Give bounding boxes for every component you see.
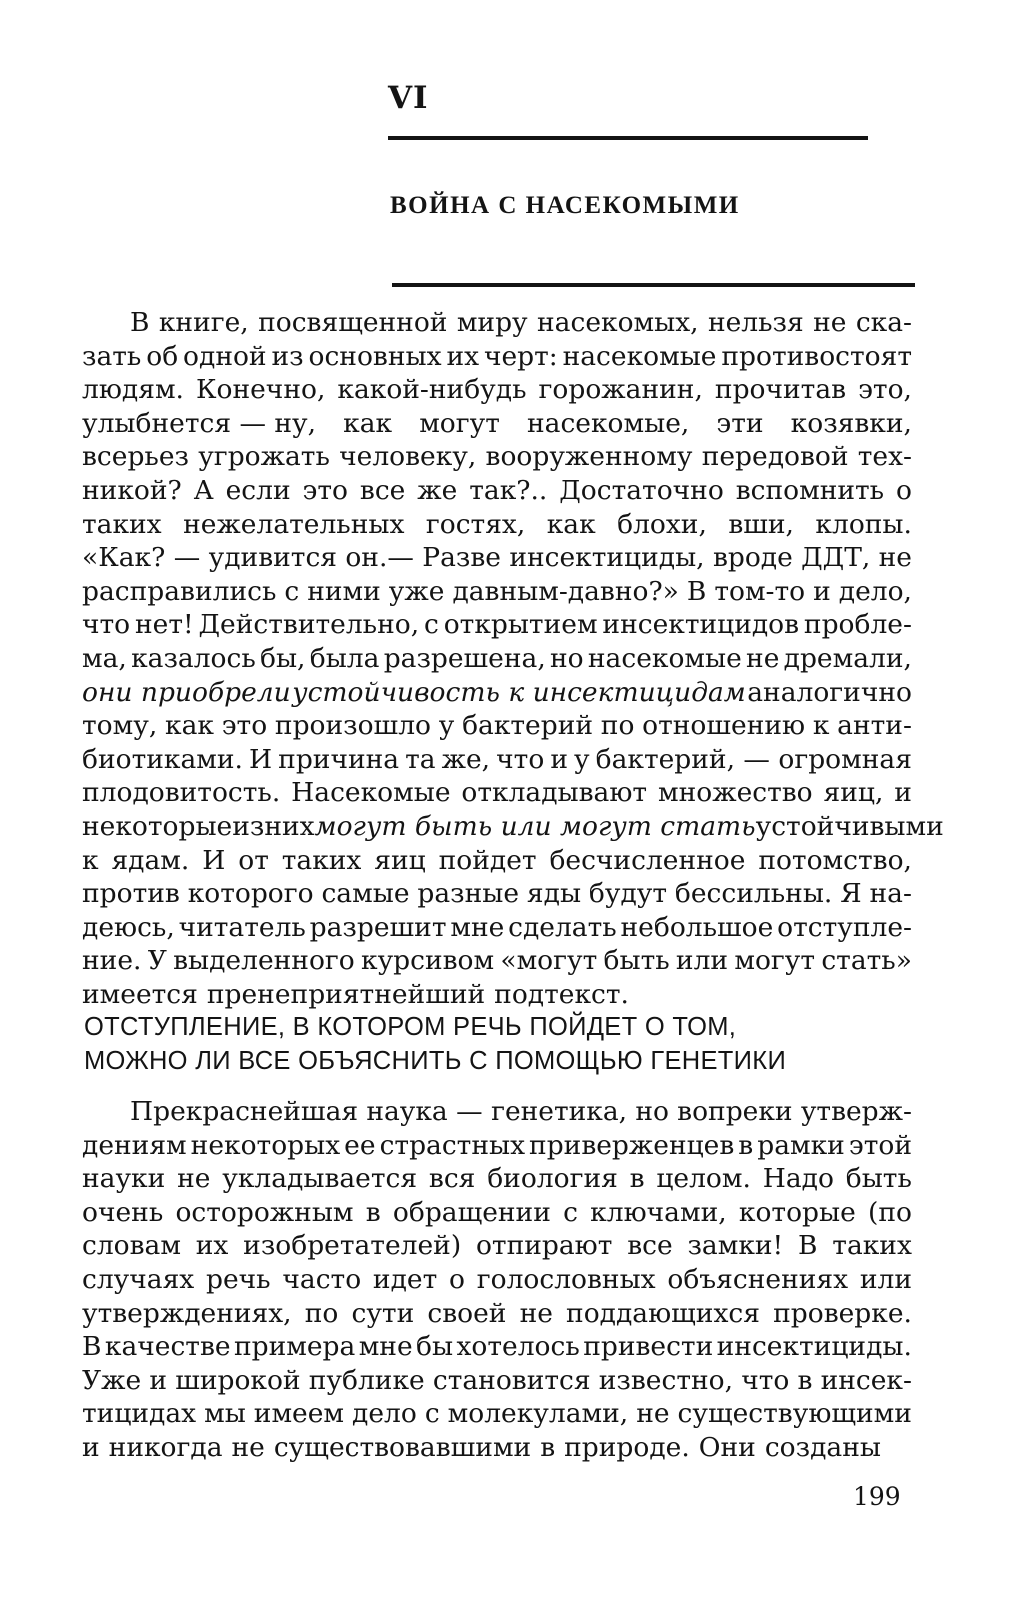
word: с [424,609,439,641]
word: если [225,474,291,506]
word: известно, [598,1364,734,1396]
word: гостях, [425,508,526,540]
word: но [550,642,584,674]
word: будут [588,878,668,910]
text-line [82,541,912,575]
word: улыбнется — ну, [82,407,317,439]
word: насекомых, [537,307,699,338]
text-line [82,608,912,642]
word: утверждениях, [82,1297,292,1329]
word: хотелось [456,1331,580,1363]
word: инсектициды, [509,542,705,574]
word: рамки [757,1129,845,1161]
paragraph-genetics [82,1095,912,1465]
word: таких [281,844,362,876]
word: всерьез [82,441,189,473]
word: утверж- [800,1096,912,1127]
word: не [813,307,847,338]
word: которые [738,1196,856,1228]
word: обращении [392,1196,551,1228]
word: которого [187,878,314,910]
word: некоторых [190,1129,341,1161]
word: часто [282,1263,362,1295]
word: В [130,307,150,338]
word: их [195,1230,229,1262]
text-line [82,642,912,676]
word: это [302,474,349,506]
word: давным-давно?» [452,575,679,607]
word: В [686,575,707,607]
word: казалось [131,642,256,674]
word: бактерий [462,710,594,742]
word: страстных [379,1129,526,1161]
word: таких [82,508,162,540]
word: читатель [178,911,306,943]
word: отпирают [475,1230,613,1262]
text-line [82,1297,912,1331]
word: блохи, [617,508,707,540]
word: ее [344,1129,376,1161]
word: изобретателей) [243,1230,462,1262]
word: была [309,642,380,674]
word: их [446,340,480,372]
word: тицидах [82,1398,197,1430]
word: зать [82,340,142,372]
word: о [896,474,912,506]
word: расправились [82,575,277,607]
word: он.— Разве [345,542,501,574]
text-line [82,944,912,978]
word: Надо [762,1163,834,1195]
text-line [82,407,912,441]
word: идет [372,1263,438,1295]
word: ними [307,575,381,607]
word: в [540,1431,556,1463]
word: мне [358,1331,413,1363]
word: инсек- [820,1364,912,1396]
word: И [249,743,273,775]
word: множество [657,777,813,809]
word: не [746,642,780,674]
word: имеется [82,978,198,1010]
section-heading [84,1010,786,1078]
word: очень [82,1196,164,1228]
word: могут [419,407,500,439]
word: Конечно, [196,374,326,406]
text-line [82,1162,912,1196]
word: замки! [687,1230,784,1262]
word: подтекст. [494,978,629,1010]
word: у [438,710,455,742]
word: насекомые [587,642,742,674]
word: укладывается [222,1163,418,1195]
word: что [496,743,545,775]
word: человеку, [339,441,477,473]
word: эти [716,407,764,439]
word: целом. [656,1163,751,1195]
word: миру [456,307,528,338]
text-line [82,1196,912,1230]
text-line [82,373,912,407]
word: никой? [82,474,182,506]
text-line [82,877,912,911]
word: существовавшими [273,1431,532,1463]
word: яиц, [823,777,884,809]
word: и [82,1431,100,1463]
word: дениям [82,1129,187,1161]
word: широкой [175,1364,301,1396]
word: деюсь, [82,911,175,943]
word: и [894,777,912,809]
word: инсектициды. [716,1331,912,1363]
word: устойчивость к инсектицидам [292,676,746,708]
word: В [798,1230,818,1262]
word: и [813,575,831,607]
text-line [82,340,912,374]
word: быть [845,1163,912,1195]
word: пойдет [438,844,537,876]
word: объяснениях [667,1263,849,1295]
word: насекомые [562,340,717,372]
word: устойчивыми [755,810,944,842]
word: с [424,1398,440,1430]
word: из [232,810,265,842]
word: и [149,1364,168,1396]
word: из [271,340,304,372]
word: нет! [135,609,194,641]
word: пренеприятнейший [206,978,486,1010]
word: вспомнить [735,474,885,506]
word: уже [388,575,445,607]
word: осторожным [175,1196,354,1228]
chapter-number: VI [388,80,429,116]
word: яды [526,878,582,910]
word: что [741,1364,790,1396]
text-line [82,810,944,844]
word: потомство, [758,844,912,876]
word: пробле- [803,609,912,641]
word: мы [204,1398,246,1430]
text-line [82,1431,912,1465]
text-line [82,1263,912,1297]
word: у [574,743,590,775]
word: бы [416,1331,454,1363]
text-line [82,1330,912,1364]
word: имеем [253,1398,345,1430]
word: молекулами, [447,1398,629,1430]
word: природе. [564,1431,690,1463]
word: этой [848,1129,912,1161]
word: черт: [483,340,558,372]
word: не [177,1163,211,1195]
word: ДДТ, [801,542,871,574]
word: клопы. [815,508,912,540]
word: ключами, [590,1196,727,1228]
word: козявки, [790,407,912,439]
word: вроде [712,542,793,574]
word: публике [308,1364,425,1396]
word: голословных [476,1263,656,1295]
word: вши, [728,508,794,540]
word: разрешена, [383,642,546,674]
word: к [82,844,99,876]
word: разные [417,878,520,910]
word: сделать [508,911,617,943]
word: с [563,1196,578,1228]
word: проверке. [773,1297,912,1329]
word: Прекраснейшая [130,1096,359,1127]
word: анти- [837,710,912,742]
word: не [519,1297,553,1329]
word: ска- [855,307,912,338]
word: ма, [82,642,127,674]
text-line [82,776,912,810]
word: так?.. [469,474,548,506]
word: биотиками. [82,743,243,775]
word: У [147,945,167,977]
word: дело, [838,575,912,607]
word: речь [206,1263,271,1295]
word: существующими [677,1398,912,1430]
word: тех- [857,441,912,473]
word: не [636,1398,670,1430]
text-line [82,844,912,878]
word: самые [321,878,410,910]
word: не [231,1431,265,1463]
word: словам [82,1230,181,1262]
word: отношению [642,710,806,742]
word: (по [867,1196,912,1228]
word: Они [698,1431,756,1463]
word: вооруженному [485,441,693,473]
word: та [405,743,436,775]
word: и [550,743,568,775]
word: инсектицидов [602,609,800,641]
word: как [546,508,596,540]
section-heading-line: МОЖНО ЛИ ВСЕ ОБЪЯСНИТЬ С ПОМОЩЬЮ ГЕНЕТИКИ [84,1047,787,1075]
word: стать» [821,945,912,977]
word: произошло [274,710,431,742]
word: Достаточно [559,474,724,506]
text-line [82,575,912,609]
word: или [859,1263,912,1295]
text-line [82,1229,912,1263]
word: том-то [714,575,806,607]
text-line [82,474,912,508]
word: поддающихся [566,1297,760,1329]
word: к [812,710,830,742]
word: дело [352,1398,417,1430]
chapter-rule-bottom [392,283,915,287]
word: не [878,542,912,574]
word: вопреки [677,1096,793,1127]
word: как [165,710,214,742]
word: Уже [82,1364,142,1396]
word: А [193,474,214,506]
word: по [304,1297,339,1329]
word: выделенного [173,945,355,977]
word: основных [308,340,442,372]
word: противостоят [721,340,912,372]
word: дремали, [783,642,912,674]
word: вся [428,1163,476,1195]
word: Действительно, [198,609,420,641]
text-line [82,1364,912,1398]
word: на- [869,878,912,910]
word: против [82,878,180,910]
word: В [82,1331,102,1363]
word: могут быть или могут стать [314,810,756,842]
word: бесчисленное [549,844,746,876]
word: качестве [104,1331,231,1363]
word: небольшое [620,911,774,943]
word: «могут [500,945,598,977]
word: Я [840,878,862,910]
word: причина [278,743,400,775]
word: это [221,710,268,742]
word: откладывают [461,777,648,809]
text-line [82,1095,912,1129]
text-line [82,709,912,743]
word: никогда [108,1431,223,1463]
word: это, [858,374,912,406]
word: по [600,710,635,742]
page-number: 199 [853,1482,901,1511]
word: ядам. [111,844,190,876]
word: посвященной [258,307,448,338]
word: от [238,844,269,876]
word: плодовитость. [82,777,281,809]
chapter-title: ВОЙНА С НАСЕКОМЫМИ [390,192,740,219]
word: в [797,1364,813,1396]
word: все [627,1230,673,1262]
text-line [82,440,912,474]
word: же [417,474,458,506]
word: своей [427,1297,507,1329]
word: людям. [82,374,184,406]
word: привести [583,1331,714,1363]
word: книге, [158,307,249,338]
word: прочитав [714,374,847,406]
word: «Как? — удивится [82,542,338,574]
word: примера [233,1331,356,1363]
word: бактерий, — огромная [595,743,912,775]
word: насекомые, [527,407,690,439]
word: случаях [82,1263,195,1295]
word: передовой [701,441,849,473]
word: становится [432,1364,591,1396]
chapter-rule-top [388,136,868,140]
word: нельзя [707,307,804,338]
word: что [82,609,131,641]
word: же, [441,743,491,775]
word: биология [487,1163,618,1195]
text-line [82,306,912,340]
word: таких [832,1230,912,1262]
word: об [146,340,179,372]
word: отступле- [777,911,912,943]
text-line [82,743,912,777]
word: аналогично [747,676,912,708]
word: в [629,1163,645,1195]
word: но [635,1096,669,1127]
word: одной [183,340,267,372]
word: горожанин, [538,374,703,406]
text-line [82,1397,912,1431]
word: с [284,575,300,607]
word: все [359,474,406,506]
word: науки [82,1163,166,1195]
text-line [82,676,912,710]
word: бессильны. [674,878,833,910]
paragraph-intro [82,306,944,1011]
word: наука — генетика, [366,1096,628,1127]
word: яиц [374,844,426,876]
word: сути [351,1297,415,1329]
word: о [449,1263,465,1295]
word: тому, [82,710,158,742]
word: некоторые [82,810,233,842]
word: угрожать [198,441,330,473]
text-line [82,911,912,945]
text-line [82,1129,912,1163]
word: как [343,407,393,439]
word: курсивом [361,945,495,977]
word: И [202,844,226,876]
word: могут [734,945,816,977]
word: открытием [443,609,598,641]
word: быть [603,945,670,977]
word: ние. [82,945,142,977]
word: разрешит [309,911,447,943]
word: них [264,810,315,842]
word: нежелательных [183,508,405,540]
word: в [365,1196,381,1228]
word: они приобрели [82,676,291,708]
section-heading-line: ОТСТУПЛЕНИЕ, В КОТОРОМ РЕЧЬ ПОЙДЕТ О ТОМ, [84,1013,737,1041]
text-line [82,508,912,542]
word: мне [450,911,505,943]
word: в [738,1129,754,1161]
word: Насекомые [291,777,451,809]
word: приверженцев [529,1129,735,1161]
word: или [675,945,729,977]
text-line [82,978,912,1012]
word: созданы [764,1431,881,1463]
word: бы, [260,642,306,674]
word: какой-нибудь [337,374,527,406]
